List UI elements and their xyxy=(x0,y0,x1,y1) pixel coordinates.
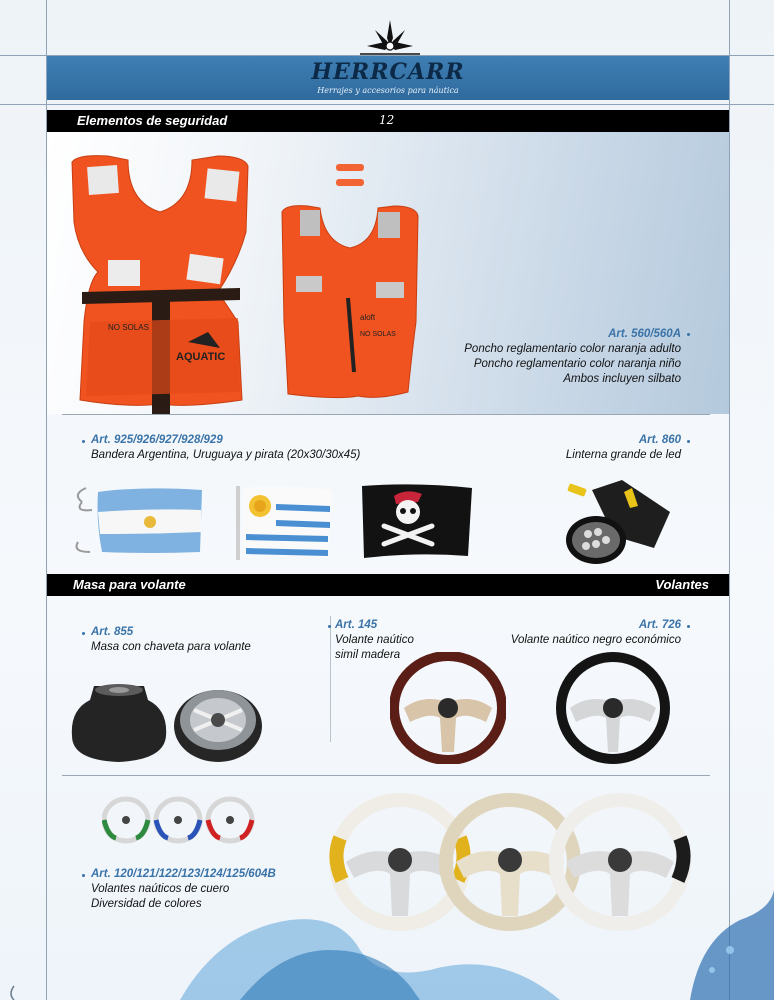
bullet-dot xyxy=(82,440,85,443)
wood-wheel-art: Art. 145 xyxy=(335,619,378,631)
brand-tagline: Herrajes y accesorios para náutica xyxy=(317,86,459,95)
bullet-dot xyxy=(82,632,85,635)
bullet-dot xyxy=(328,625,331,628)
hub-art: Art. 855 xyxy=(91,626,134,638)
adult-life-vest-image xyxy=(68,152,252,420)
column-divider xyxy=(330,616,331,742)
frame-line-under-banner xyxy=(0,104,774,105)
argentina-flag-image xyxy=(72,482,206,558)
section-title-wheels: Volantes xyxy=(655,577,709,592)
compass-rose-icon xyxy=(355,16,425,56)
poncho-line-1: Poncho reglamentario color naranja adulto xyxy=(464,343,681,355)
flags-desc: Bandera Argentina, Uruguaya y pirata (20x30/30x45) xyxy=(91,449,361,461)
adult-vest-brand: AQUATIC xyxy=(176,351,226,363)
page-number: 12 xyxy=(379,113,395,127)
water-splash-decoration xyxy=(0,890,774,1000)
section-title-hub: Masa para volante xyxy=(73,577,186,592)
divider-line xyxy=(62,414,710,415)
steering-hub-side-image xyxy=(68,680,170,766)
leather-wheels-line-2: Diversidad de colores xyxy=(91,898,202,910)
hub-desc: Masa con chaveta para volante xyxy=(91,641,251,653)
child-vest-small-label: NO SOLAS xyxy=(360,331,396,338)
flags-description xyxy=(91,433,411,463)
hub-description xyxy=(91,625,311,655)
frame-line-right xyxy=(729,0,730,1000)
uruguay-flag-image xyxy=(232,482,338,562)
poncho-line-2: Poncho reglamentario color naranja niño xyxy=(473,358,681,370)
leather-wheels-line-1: Volantes naúticos de cuero xyxy=(91,883,230,895)
flags-art: Art. 925/926/927/928/929 xyxy=(91,434,223,446)
bullet-dot xyxy=(687,625,690,628)
whistle-icon xyxy=(334,162,368,190)
brand-banner xyxy=(47,56,729,100)
black-wheel-description xyxy=(480,618,681,648)
wood-steering-wheel-image xyxy=(390,652,506,764)
poncho-art: Art. 560/560A xyxy=(608,328,681,340)
flashlight-desc: Linterna grande de led xyxy=(565,449,681,461)
black-wheel-desc: Volante naútico negro económico xyxy=(510,634,681,646)
led-flashlight-image xyxy=(562,478,672,570)
poncho-line-3: Ambos incluyen silbato xyxy=(563,373,681,385)
bullet-dot xyxy=(82,874,85,877)
steering-hub-front-image xyxy=(172,680,264,764)
black-wheel-art: Art. 726 xyxy=(638,619,681,631)
section-bar-safety xyxy=(47,110,729,132)
adult-vest-small-label: NO SOLAS xyxy=(108,323,149,332)
leather-wheels-art: Art. 120/121/122/123/124/125/604B xyxy=(91,868,276,880)
brand-name: HERRCARR xyxy=(311,59,465,85)
poncho-description xyxy=(400,327,681,387)
pirate-flag-image xyxy=(356,482,476,562)
wood-wheel-line-1: Volante naútico xyxy=(335,634,414,646)
child-vest-brand: aloft xyxy=(360,313,376,322)
bullet-dot xyxy=(687,440,690,443)
flashlight-description xyxy=(480,433,681,463)
flashlight-art: Art. 860 xyxy=(638,434,681,446)
divider-line xyxy=(62,775,710,776)
colored-wheels-thumbnail-image xyxy=(102,796,256,844)
bullet-dot xyxy=(687,333,690,336)
wood-wheel-line-2: simil madera xyxy=(335,649,401,661)
black-steering-wheel-image xyxy=(556,652,670,764)
section-bar-wheels xyxy=(47,574,729,596)
section-title-safety: Elementos de seguridad xyxy=(77,113,228,128)
